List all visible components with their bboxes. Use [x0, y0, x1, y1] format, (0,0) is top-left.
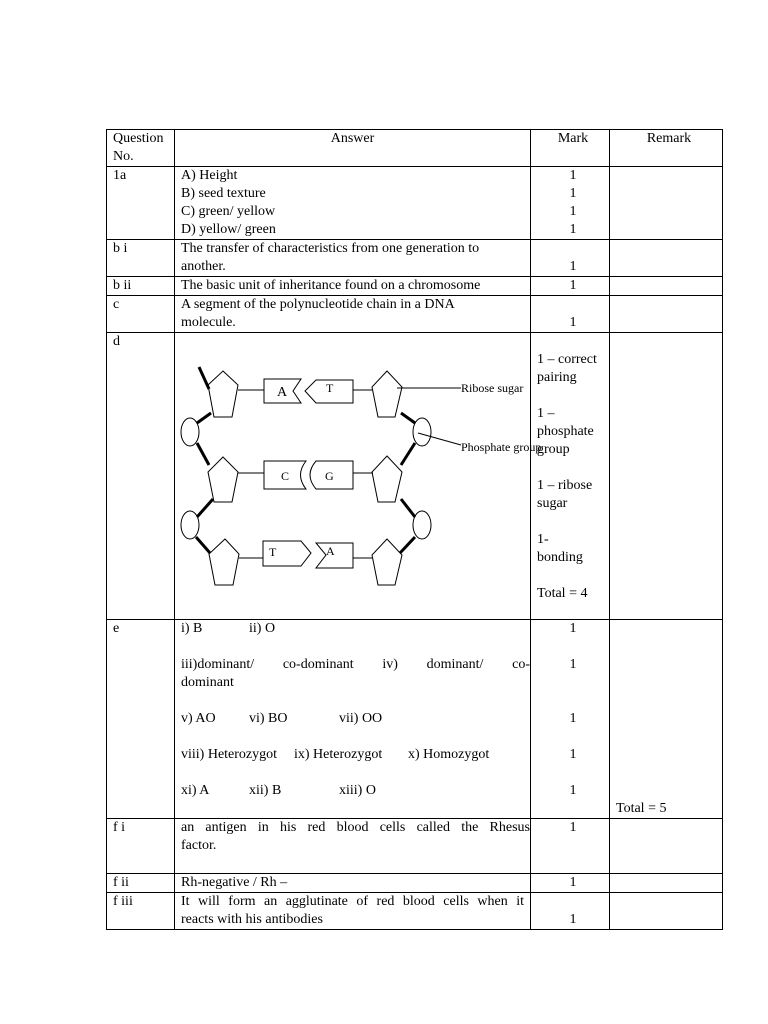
answer-line: an antigen in his red blood cells called the Rhesus: [181, 820, 530, 835]
mark-value: 1: [569, 912, 577, 927]
answer-item: i) B: [181, 621, 203, 636]
phosphate-ellipse: [413, 511, 431, 539]
phosphate-ellipse: [181, 511, 199, 539]
mark-line: group: [537, 442, 570, 457]
answer-line: C) green/ yellow: [181, 204, 276, 219]
answer-item: vi) BO: [249, 711, 288, 726]
answer-line: D) yellow/ green: [181, 222, 276, 237]
base-label: A: [326, 544, 335, 558]
answer-cell: [175, 333, 542, 620]
answer-cell: [175, 296, 531, 333]
table-row-fi: [107, 819, 723, 874]
remark-total: Total = 5: [616, 801, 667, 816]
table-row-c: [107, 296, 723, 333]
mark-value: 1: [569, 875, 577, 890]
question-number: e: [107, 620, 175, 819]
header-mark: Mark: [531, 130, 610, 167]
answer-item: viii) Heterozygot: [181, 747, 278, 762]
header-answer: Answer: [175, 130, 531, 167]
question-number: 1a: [107, 167, 175, 240]
remark-cell: [610, 240, 723, 277]
mark-value: 1: [569, 783, 577, 798]
mark-value: 1: [569, 204, 577, 219]
answer-cell: [175, 893, 531, 930]
answer-item: xi) A: [181, 783, 210, 798]
sugar-pentagon: [208, 371, 238, 417]
mark-cell: [531, 819, 610, 874]
mark-value: 1: [569, 657, 577, 672]
answer-line: B) seed texture: [181, 186, 266, 201]
question-number: f ii: [107, 874, 175, 893]
mark-line: phosphate: [537, 424, 594, 439]
mark-cell: [531, 277, 610, 296]
header-remark: Remark: [610, 130, 723, 167]
answer-cell: [175, 620, 531, 819]
table-row-fii: [107, 874, 723, 893]
sugar-pentagon: [372, 371, 402, 417]
answer-cell: [175, 240, 531, 277]
sugar-pentagon: [208, 457, 238, 502]
remark-cell: [610, 893, 723, 930]
mark-value: 1: [569, 315, 577, 330]
mark-value: 1: [569, 222, 577, 237]
mark-value: 1: [569, 747, 577, 762]
answer-line: iii)dominant/ co-dominant iv) dominant/ co-: [181, 657, 530, 672]
remark-cell: [610, 277, 723, 296]
question-number: c: [107, 296, 175, 333]
answer-cell: [175, 874, 531, 893]
base-label: C: [281, 469, 290, 483]
mark-value: 1: [569, 168, 577, 183]
answer-item: xii) B: [249, 783, 282, 798]
answer-line: [181, 746, 530, 764]
mark-line: 1 – ribose: [537, 478, 593, 493]
mark-total: Total = 4: [537, 586, 588, 601]
mark-line: bonding: [537, 550, 583, 565]
mark-line: sugar: [537, 496, 568, 511]
mark-value: 1: [569, 621, 577, 636]
dna-diagram-svg: [175, 333, 615, 619]
base-label: T: [269, 545, 277, 559]
sugar-pentagon: [209, 539, 239, 585]
base-label: G: [325, 469, 334, 483]
answer-line: [181, 710, 530, 728]
mark-cell: [531, 874, 610, 893]
answer-line: A) Height: [181, 168, 238, 183]
mark-line: 1 –: [537, 406, 555, 421]
mark-line: pairing: [537, 370, 577, 385]
base-label: T: [326, 381, 334, 395]
table-row-e: [107, 620, 723, 819]
mark-cell: [531, 296, 610, 333]
answer-item: vii) OO: [339, 711, 383, 726]
answer-line: Rh-negative / Rh –: [181, 875, 288, 890]
sugar-pentagon: [372, 456, 402, 502]
question-number: f iii: [107, 893, 175, 930]
question-number: b i: [107, 240, 175, 277]
answer-line: The basic unit of inheritance found on a chromosome: [181, 278, 481, 293]
header-question: Question No.: [107, 130, 175, 167]
answer-line: A segment of the polynucleotide chain in a DNA: [181, 297, 455, 312]
mark-value: 1: [569, 278, 577, 293]
remark-cell: [610, 167, 723, 240]
answer-line: dominant: [181, 675, 234, 690]
answer-item: x) Homozygot: [408, 747, 490, 762]
mark-line: 1-: [537, 532, 549, 547]
mark-value: 1: [569, 186, 577, 201]
answer-line: factor.: [181, 838, 217, 853]
answer-item: v) AO: [181, 711, 216, 726]
remark-cell: [610, 296, 723, 333]
marking-scheme-table: [106, 129, 723, 930]
answer-line: The transfer of characteristics from one generation to: [181, 241, 480, 256]
table-row-fiii: [107, 893, 723, 930]
phosphate-ellipse: [413, 418, 431, 446]
answer-line: [181, 620, 530, 638]
mark-cell: [531, 240, 610, 277]
question-number: b ii: [107, 277, 175, 296]
remark-cell: [610, 333, 723, 620]
mark-line: 1 – correct: [537, 352, 597, 367]
table-row-d: [107, 333, 723, 620]
answer-item: xiii) O: [339, 783, 376, 798]
mark-cell: [531, 620, 610, 819]
answer-line: another.: [181, 259, 226, 274]
question-number: d: [107, 333, 175, 620]
sugar-pentagon: [372, 539, 402, 585]
answer-item: ix) Heterozygot: [294, 747, 383, 762]
table-row-bi: [107, 240, 723, 277]
ribose-sugar-label: Ribose sugar: [461, 381, 524, 395]
answer-cell: [175, 167, 531, 240]
table-row-1a: [107, 167, 723, 240]
answer-cell: [175, 819, 531, 874]
answer-line: [181, 782, 530, 800]
mark-cell: [531, 893, 610, 930]
answer-line: It will form an agglutinate of red blood cells when it: [181, 894, 524, 909]
dna-diagram: [175, 333, 542, 619]
answer-line: molecule.: [181, 315, 236, 330]
answer-line: reacts with his antibodies: [181, 912, 323, 927]
table-header-row: [107, 130, 723, 167]
mark-value: 1: [569, 820, 577, 835]
answer-item: ii) O: [249, 621, 276, 636]
remark-cell: [610, 620, 723, 819]
remark-cell: [610, 819, 723, 874]
phosphate-group-label: Phosphate group: [461, 440, 542, 454]
question-number: f i: [107, 819, 175, 874]
phosphate-ellipse: [181, 418, 199, 446]
table-row-bii: [107, 277, 723, 296]
mark-cell: [531, 167, 610, 240]
answer-cell: [175, 277, 531, 296]
mark-value: 1: [569, 711, 577, 726]
mark-value: 1: [569, 259, 577, 274]
base-label: A: [277, 385, 288, 400]
remark-cell: [610, 874, 723, 893]
